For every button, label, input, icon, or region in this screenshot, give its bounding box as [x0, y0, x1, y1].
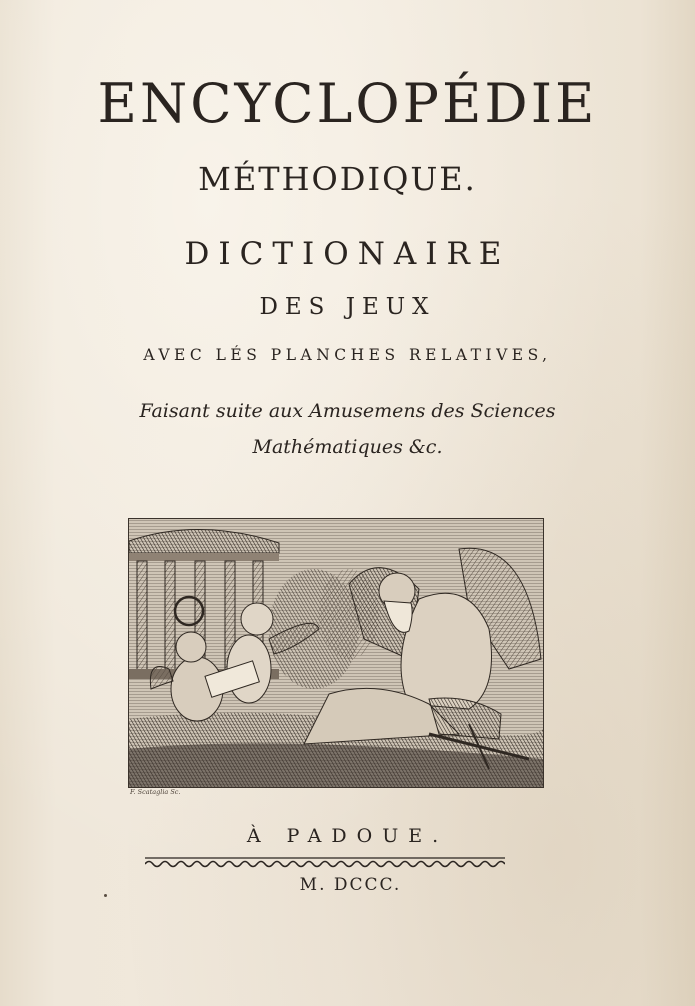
main-title: ENCYCLOPÉDIE — [97, 72, 598, 135]
plates-note: AVEC LÉS PLANCHES RELATIVES, — [143, 346, 552, 364]
section-subject: DES JEUX — [259, 294, 436, 320]
engraver-credit: F. Scataglia Sc. — [130, 788, 181, 796]
ornamental-rule — [145, 857, 505, 869]
sequel-note-line1: Faisant suite aux Amusemens des Sciences — [139, 400, 556, 422]
sequel-note-line2: Mathématiques &c. — [252, 436, 443, 458]
imprint-date: M. DCCC. — [299, 875, 402, 895]
engraved-vignette — [128, 518, 544, 788]
subtitle: MÉTHODIQUE. — [198, 160, 477, 198]
ink-speck — [104, 894, 107, 897]
imprint-place: À PADOUE. — [246, 825, 449, 847]
section-title: DICTIONAIRE — [184, 236, 511, 272]
